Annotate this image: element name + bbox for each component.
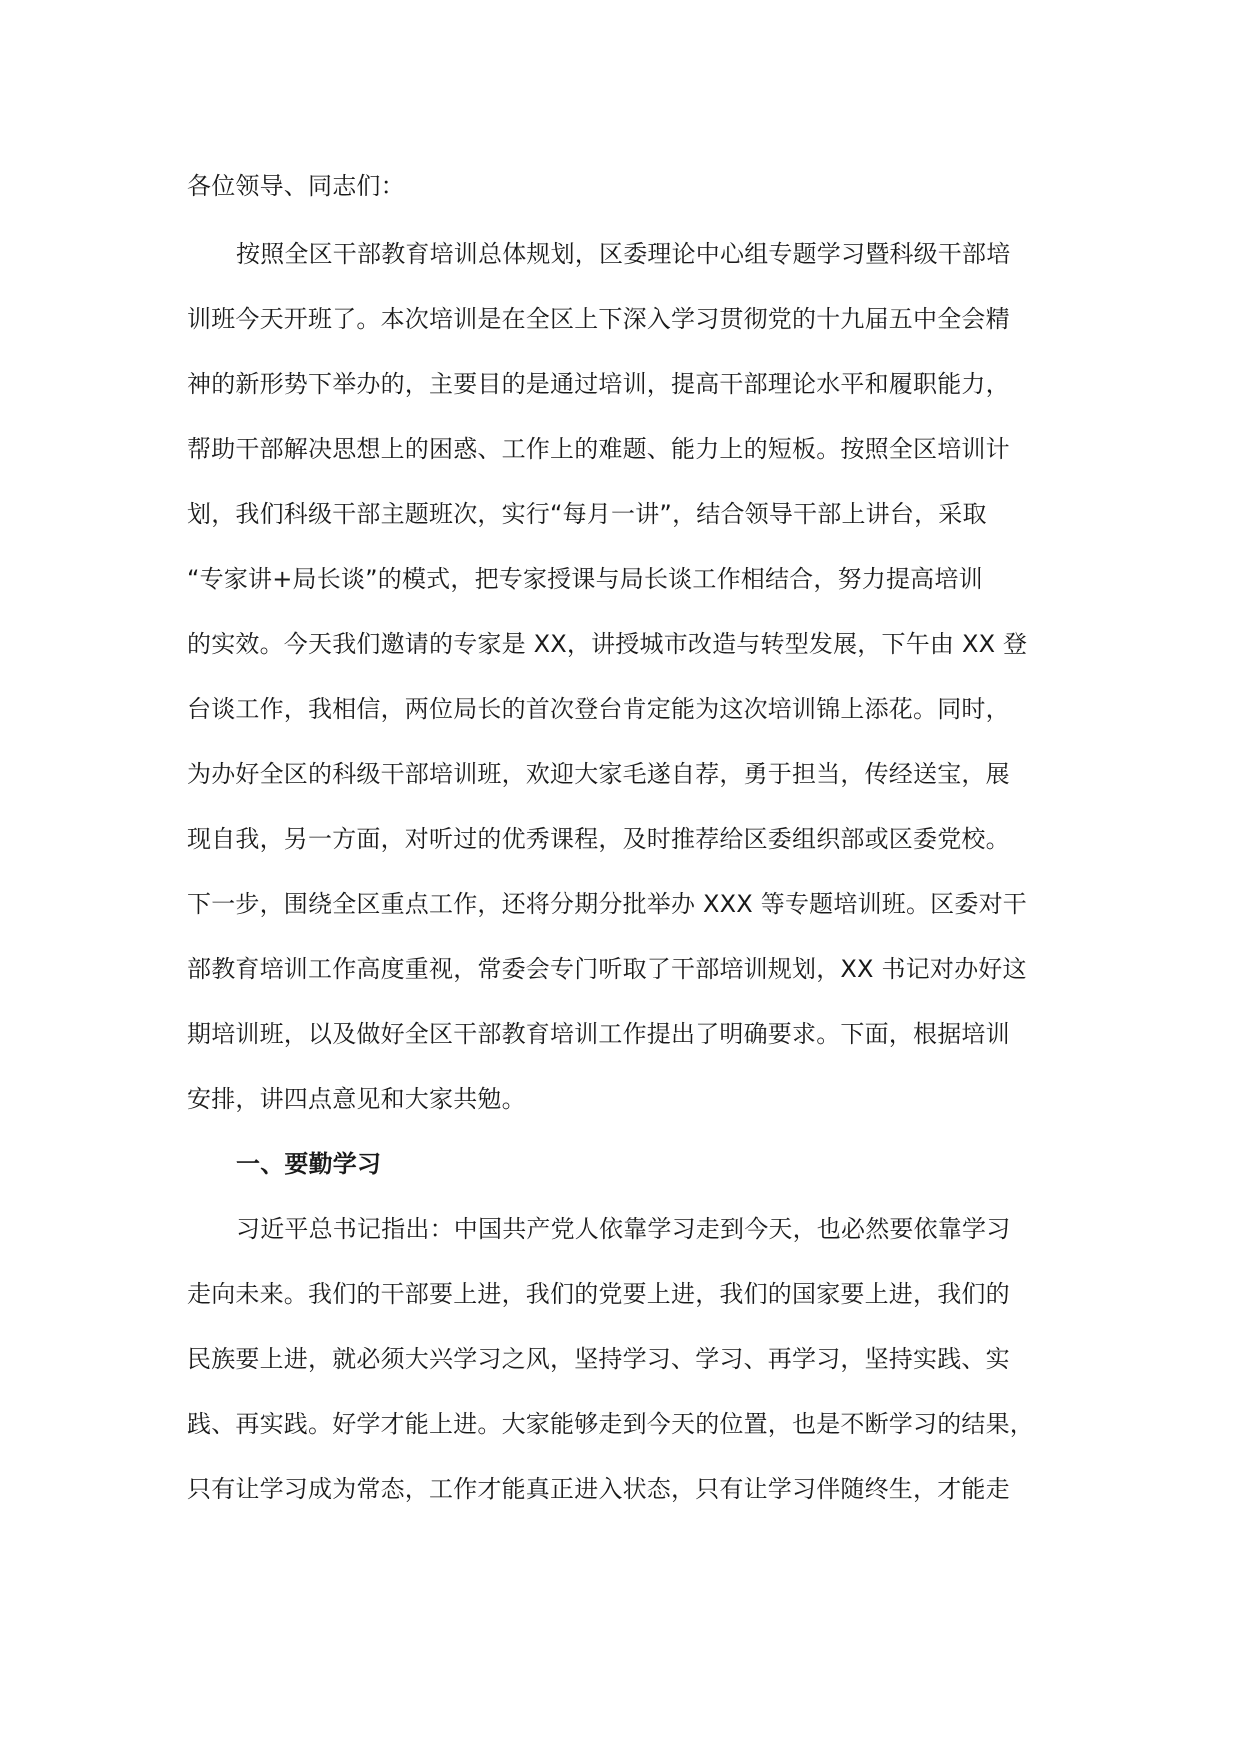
paragraph-line: 习近平总书记指出：中国共产党人依靠学习走到今天，也必然要依靠学习: [236, 1215, 1011, 1243]
paragraph-line: 神的新形势下举办的，主要目的是通过培训，提高干部理论水平和履职能力，: [187, 370, 1010, 398]
paragraph-line: 现自我，另一方面，对听过的优秀课程，及时推荐给区委组织部或区委党校。: [187, 825, 1010, 853]
paragraph-line: 民族要上进，就必须大兴学习之风，坚持学习、学习、再学习，坚持实践、实: [187, 1345, 1010, 1373]
paragraph-line: 按照全区干部教育培训总体规划，区委理论中心组专题学习暨科级干部培: [236, 240, 1011, 268]
paragraph-line: 下一步，围绕全区重点工作，还将分期分批举办 XXX 等专题培训班。区委对干: [187, 890, 1027, 918]
paragraph-line: 部教育培训工作高度重视，常委会专门听取了干部培训规划，XX 书记对办好这: [187, 955, 1027, 983]
paragraph-line: 安排，讲四点意见和大家共勉。: [187, 1085, 526, 1113]
paragraph-line: 为办好全区的科级干部培训班，欢迎大家毛遂自荐，勇于担当，传经送宝，展: [187, 760, 1010, 788]
greeting-line: 各位领导、同志们：: [187, 172, 405, 200]
paragraph-line: 帮助干部解决思想上的困惑、工作上的难题、能力上的短板。按照全区培训计: [187, 435, 1010, 463]
paragraph-line: 践、再实践。好学才能上进。大家能够走到今天的位置，也是不断学习的结果，: [187, 1410, 1034, 1438]
section-paragraph: [187, 1211, 1067, 1536]
paragraph-line: 走向未来。我们的干部要上进，我们的党要上进，我们的国家要上进，我们的: [187, 1280, 1010, 1308]
paragraph-line: 训班今天开班了。本次培训是在全区上下深入学习贯彻党的十九届五中全会精: [187, 305, 1010, 333]
document-page: [187, 168, 1067, 1536]
paragraph-line: 划，我们科级干部主题班次，实行“每月一讲”，结合领导干部上讲台，采取: [187, 500, 987, 528]
paragraph-line: 的实效。今天我们邀请的专家是 XX，讲授城市改造与转型发展，下午由 XX 登: [187, 630, 1028, 658]
paragraph-line: 只有让学习成为常态，工作才能真正进入状态，只有让学习伴随终生，才能走: [187, 1475, 1010, 1503]
section-heading: 一、要勤学习: [236, 1150, 382, 1178]
intro-paragraph: [187, 236, 1067, 1146]
paragraph-line: “专家讲+局长谈”的模式，把专家授课与局长谈工作相结合，努力提高培训: [187, 565, 983, 593]
paragraph-line: 期培训班，以及做好全区干部教育培训工作提出了明确要求。下面，根据培训: [187, 1020, 1010, 1048]
paragraph-line: 台谈工作，我相信，两位局长的首次登台肯定能为这次培训锦上添花。同时，: [187, 695, 1010, 723]
